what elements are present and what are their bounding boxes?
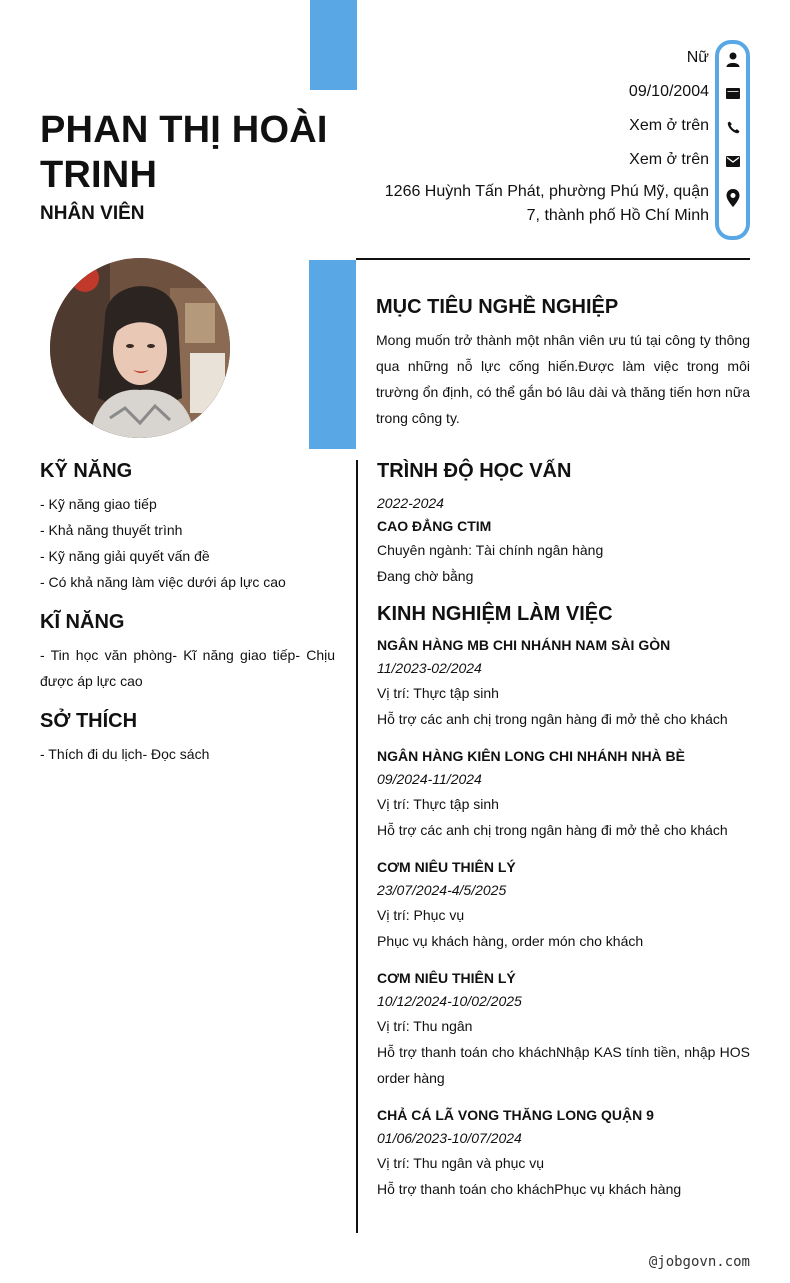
objective-text: Mong muốn trở thành một nhân viên ưu tú tại công ty thông qua những nỗ lực cống hiến.Được làm việc trong môi trường ổn định, có thể gắn bó lâu dài và thăng tiến hơn nữa trong công ty. <box>376 332 750 426</box>
skill-item: - Kỹ năng giải quyết vấn đề <box>40 548 210 564</box>
job-desc: Hỗ trợ thanh toán cho kháchNhập KAS tính tiền, nhập HOS order hàng <box>377 1044 750 1086</box>
job-org: NGÂN HÀNG KIÊN LONG CHI NHÁNH NHÀ BÈ <box>377 748 685 764</box>
experience-section <box>377 603 750 1202</box>
job-date: 23/07/2024-4/5/2025 <box>377 882 507 898</box>
job-org: CƠM NIÊU THIÊN LÝ <box>377 859 516 875</box>
job-desc: Hỗ trợ thanh toán cho kháchPhục vụ khách hàng <box>377 1181 682 1197</box>
education-major: Chuyên ngành: Tài chính ngân hàng <box>377 542 604 558</box>
calendar-icon <box>725 85 741 101</box>
job-role: Vị trí: Thu ngân <box>377 1018 473 1034</box>
skills2-section <box>40 611 335 694</box>
job-entry <box>377 967 750 1091</box>
skill-item: - Có khả năng làm việc dưới áp lực cao <box>40 574 286 590</box>
header-divider <box>356 258 750 260</box>
left-column <box>40 460 335 783</box>
education-section <box>377 460 750 589</box>
job-entry <box>377 634 750 732</box>
job-role: Vị trí: Phục vụ <box>377 907 465 923</box>
job-org: CHẢ CÁ LÃ VONG THĂNG LONG QUẬN 9 <box>377 1107 654 1123</box>
objective-heading: MỤC TIÊU NGHỀ NGHIỆP <box>376 296 619 318</box>
skills-heading: KỸ NĂNG <box>40 460 133 482</box>
contact-icon-bar <box>715 40 750 240</box>
job-desc: Phục vụ khách hàng, order món cho khách <box>377 933 644 949</box>
job-entry <box>377 1104 750 1202</box>
education-school: CAO ĐẲNG CTIM <box>377 518 492 534</box>
job-entry <box>377 745 750 843</box>
contact-info <box>369 44 709 228</box>
phone-icon <box>725 119 741 135</box>
job-org: CƠM NIÊU THIÊN LÝ <box>377 970 516 986</box>
job-entry <box>377 856 750 954</box>
footer-watermark: @jobgovn.com <box>648 1254 750 1270</box>
job-date: 09/2024-11/2024 <box>377 771 482 787</box>
contact-gender: Nữ <box>686 49 709 66</box>
candidate-name: PHAN THỊ HOÀI TRINH <box>40 109 328 196</box>
candidate-position: NHÂN VIÊN <box>40 203 145 224</box>
job-date: 11/2023-02/2024 <box>377 660 482 676</box>
skills-section <box>40 460 335 595</box>
job-role: Vị trí: Thực tập sinh <box>377 685 499 701</box>
contact-birthdate: 09/10/2004 <box>628 83 709 100</box>
job-desc: Hỗ trợ các anh chị trong ngân hàng đi mở thẻ cho khách <box>377 822 728 838</box>
right-column <box>377 460 750 1215</box>
skills2-heading: KĨ NĂNG <box>40 611 125 633</box>
job-date: 10/12/2024-10/02/2025 <box>377 993 522 1009</box>
experience-heading: KINH NGHIỆM LÀM VIỆC <box>377 603 613 625</box>
hobbies-text: - Thích đi du lịch- Đọc sách <box>40 746 210 762</box>
contact-phone: Xem ở trên <box>629 117 709 134</box>
hobbies-section <box>40 710 335 767</box>
skill-item: - Khả năng thuyết trình <box>40 522 183 538</box>
job-role: Vị trí: Thu ngân và phục vụ <box>377 1155 545 1171</box>
job-org: NGÂN HÀNG MB CHI NHÁNH NAM SÀI GÒN <box>377 637 671 653</box>
location-icon <box>725 190 741 206</box>
career-objective-section <box>376 296 750 431</box>
job-desc: Hỗ trợ các anh chị trong ngân hàng đi mở thẻ cho khách <box>377 711 728 727</box>
email-icon <box>725 153 741 169</box>
education-status: Đang chờ bằng <box>377 568 474 584</box>
person-icon <box>725 51 741 67</box>
education-date: 2022-2024 <box>377 495 444 511</box>
job-role: Vị trí: Thực tập sinh <box>377 796 499 812</box>
skills2-text: - Tin học văn phòng- Kĩ năng giao tiếp- Chịu được áp lực cao <box>40 647 335 689</box>
avatar <box>50 258 230 438</box>
job-date: 01/06/2023-10/07/2024 <box>377 1130 522 1146</box>
skill-item: - Kỹ năng giao tiếp <box>40 496 157 512</box>
accent-bar-middle <box>309 260 356 449</box>
contact-email: Xem ở trên <box>629 151 709 168</box>
accent-bar-top <box>310 0 357 90</box>
column-divider <box>356 460 358 1233</box>
hobbies-heading: SỞ THÍCH <box>40 710 138 732</box>
education-heading: TRÌNH ĐỘ HỌC VẤN <box>377 460 572 482</box>
contact-address: 1266 Huỳnh Tấn Phát, phường Phú Mỹ, quận 7, thành phố Hồ Chí Minh <box>384 183 709 224</box>
